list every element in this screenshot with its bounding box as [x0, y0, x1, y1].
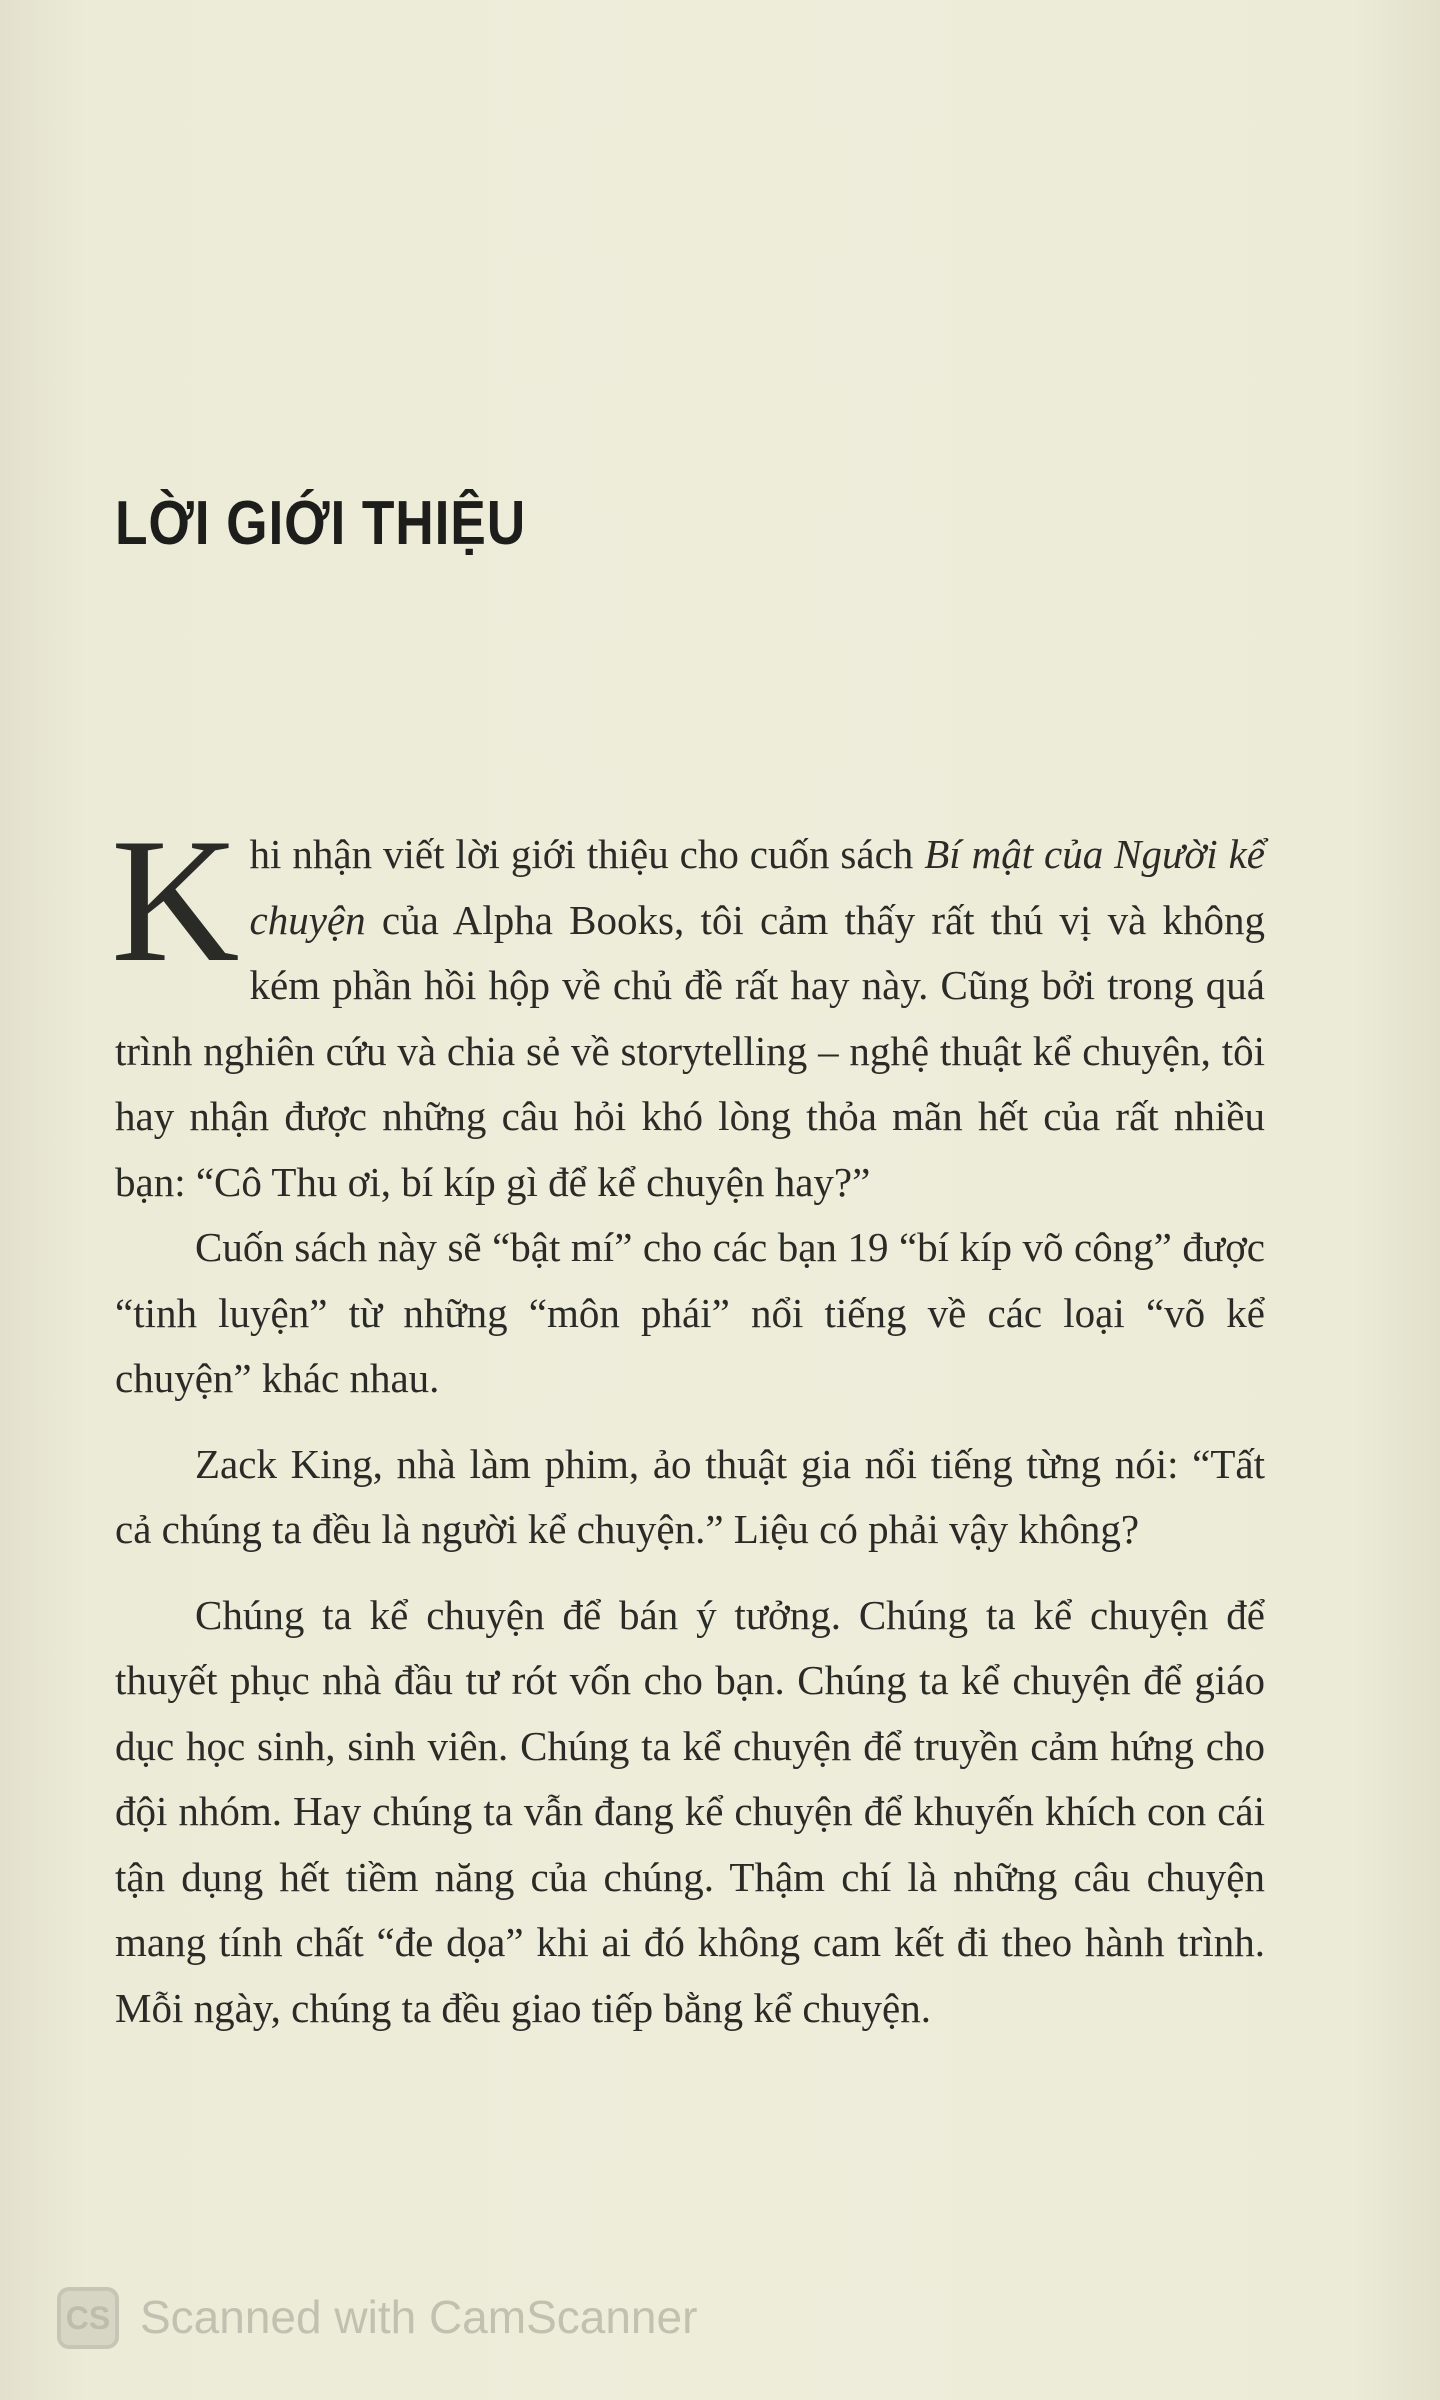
book-title: Bí mật của Người kể chuyện	[249, 831, 1265, 943]
camscanner-logo-icon: CS	[57, 2287, 119, 2349]
drop-cap: K	[111, 801, 240, 999]
paragraph-4: Chúng ta kể chuyện để bán ý tưởng. Chúng ta kể chuyện để thuyết phục nhà đầu tư rót vốn cho bạn. Chúng ta kể chuyện để giáo dục học sinh, sinh viên. Chúng ta kể chuyện để truyền cảm hứng cho đội nhóm. Hay chúng ta vẫn đang kể chuyện để khuyến khích con cái tận dụng hết tiềm năng của chúng. Thậm chí là những câu chuyện mang tính chất “đe dọa” khi ai đó không cam kết đi theo hành trình. Mỗi ngày, chúng ta đều giao tiếp bằng kể chuyện.	[115, 1591, 1265, 2031]
paragraph-1	[111, 801, 1265, 1215]
scanner-watermark: Scanned with CamScanner	[140, 2291, 698, 2343]
paragraph-1-rest: của Alpha Books, tôi cảm thấy rất thú vị và không kém phần hồi hộp về chủ đề rất hay này. Cũng bởi trong quá trình nghiên cứu và chia sẻ về storytelling – nghệ thuật kể chuyện, tôi hay nhận được những câu hỏi khó lòng thỏa mãn hết của rất nhiều bạn: “Cô Thu ơi, bí kíp gì để kể chuyện hay?”	[115, 896, 1265, 1205]
paragraph-2: Cuốn sách này sẽ “bật mí” cho các bạn 19 “bí kíp võ công” được “tinh luyện” từ những “môn phái” nổi tiếng về các loại “võ kể chuyện” khác nhau.	[115, 1224, 1265, 1401]
body-text	[111, 801, 1265, 2041]
paragraph-1-start: hi nhận viết lời giới thiệu cho cuốn sách	[249, 831, 925, 877]
chapter-title: LỜI GIỚI THIỆU	[115, 489, 527, 558]
paragraph-3: Zack King, nhà làm phim, ảo thuật gia nổi tiếng từng nói: “Tất cả chúng ta đều là người kể chuyện.” Liệu có phải vậy không?	[115, 1440, 1265, 1552]
